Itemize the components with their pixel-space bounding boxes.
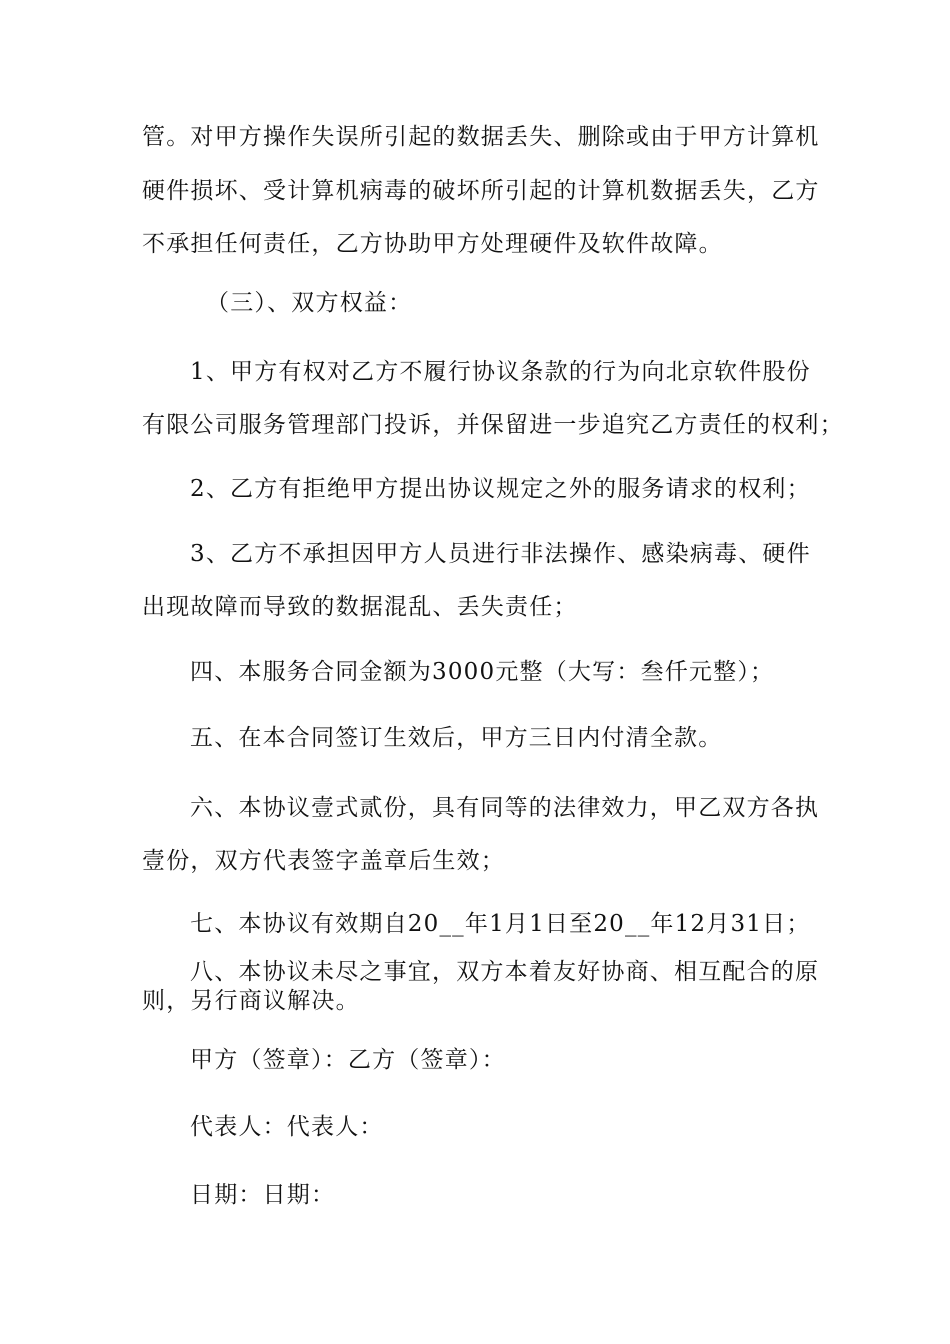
signature-representatives: 代表人：代表人： (190, 1114, 384, 1140)
clause-5: 五、在本合同签订生效后，甲方三日内付清全款。 (190, 725, 723, 751)
signature-dates: 日期：日期： (190, 1182, 336, 1208)
clause-8-line-2: 则，另行商议解决。 (142, 988, 360, 1014)
rights-item-1-line-1: 1、甲方有权对乙方不履行协议条款的行为向北京软件股份 (190, 359, 811, 385)
clause-8-line-1: 八、本协议未尽之事宜，双方本着友好协商、相互配合的原 (190, 959, 820, 985)
signature-parties: 甲方（签章）：乙方（签章）： (190, 1047, 506, 1073)
section-rights-heading: （三）、双方权益： (206, 290, 413, 316)
clause-7: 七、本协议有效期自20__年1月1日至20__年12月31日； (190, 911, 811, 937)
rights-item-3-line-2: 出现故障而导致的数据混乱、丢失责任； (142, 594, 578, 620)
paragraph-liability-line-2: 硬件损坏、受计算机病毒的破坏所引起的计算机数据丢失，乙方 (142, 178, 820, 204)
paragraph-liability-line-1: 管。对甲方操作失误所引起的数据丢失、删除或由于甲方计算机 (142, 124, 820, 150)
paragraph-liability-line-3: 不承担任何责任，乙方协助甲方处理硬件及软件故障。 (142, 231, 723, 257)
rights-item-1-line-2: 有限公司服务管理部门投诉，并保留进一步追究乙方责任的权利； (142, 412, 844, 438)
rights-item-3-line-1: 3、乙方不承担因甲方人员进行非法操作、感染病毒、硬件 (190, 541, 811, 567)
rights-item-2: 2、乙方有拒绝甲方提出协议规定之外的服务请求的权利； (190, 476, 811, 502)
clause-4: 四、本服务合同金额为3000元整（大写：叁仟元整）； (190, 659, 775, 685)
clause-6-line-2: 壹份，双方代表签字盖章后生效； (142, 848, 505, 874)
clause-6-line-1: 六、本协议壹式贰份，具有同等的法律效力，甲乙双方各执 (190, 795, 820, 821)
